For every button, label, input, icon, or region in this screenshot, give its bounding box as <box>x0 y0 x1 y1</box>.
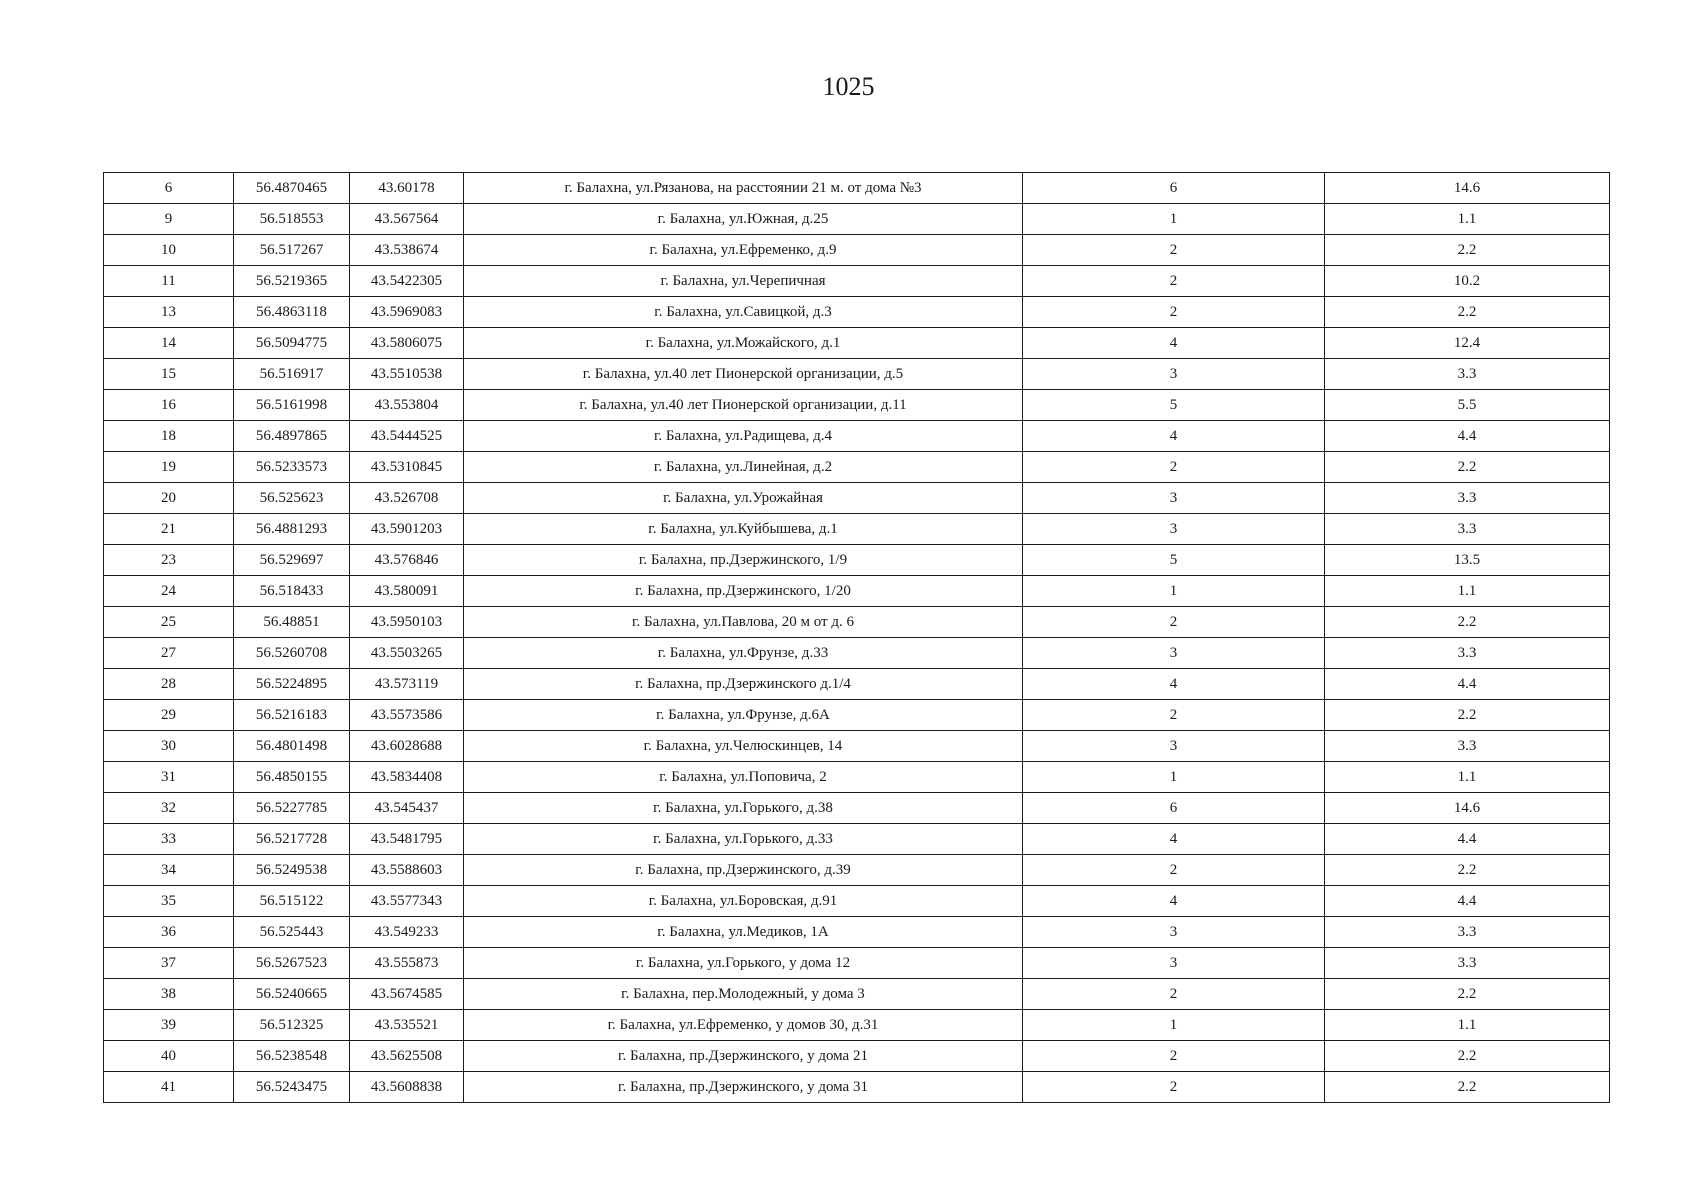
table-row <box>104 824 1610 855</box>
container-count-cell: 3 <box>1023 483 1325 514</box>
latitude-cell: 56.5260708 <box>234 638 350 669</box>
latitude-cell: 56.4801498 <box>234 731 350 762</box>
volume-cell: 2.2 <box>1325 607 1610 638</box>
address-cell: г. Балахна, пер.Молодежный, у дома 3 <box>464 979 1023 1010</box>
longitude-cell: 43.5481795 <box>350 824 464 855</box>
volume-cell: 3.3 <box>1325 514 1610 545</box>
table-row <box>104 948 1610 979</box>
table-row <box>104 762 1610 793</box>
table-row <box>104 855 1610 886</box>
table-row <box>104 979 1610 1010</box>
longitude-cell: 43.526708 <box>350 483 464 514</box>
longitude-cell: 43.535521 <box>350 1010 464 1041</box>
table-row <box>104 638 1610 669</box>
volume-cell: 1.1 <box>1325 576 1610 607</box>
table-row <box>104 297 1610 328</box>
longitude-cell: 43.5444525 <box>350 421 464 452</box>
row-number-cell: 31 <box>104 762 234 793</box>
longitude-cell: 43.549233 <box>350 917 464 948</box>
table-row <box>104 204 1610 235</box>
row-number-cell: 40 <box>104 1041 234 1072</box>
longitude-cell: 43.5503265 <box>350 638 464 669</box>
longitude-cell: 43.555873 <box>350 948 464 979</box>
container-count-cell: 2 <box>1023 855 1325 886</box>
address-cell: г. Балахна, ул.Челюскинцев, 14 <box>464 731 1023 762</box>
longitude-cell: 43.5806075 <box>350 328 464 359</box>
container-count-cell: 4 <box>1023 824 1325 855</box>
table-row <box>104 1041 1610 1072</box>
longitude-cell: 43.538674 <box>350 235 464 266</box>
longitude-cell: 43.5510538 <box>350 359 464 390</box>
longitude-cell: 43.576846 <box>350 545 464 576</box>
volume-cell: 3.3 <box>1325 731 1610 762</box>
address-cell: г. Балахна, пр.Дзержинского д.1/4 <box>464 669 1023 700</box>
latitude-cell: 56.5217728 <box>234 824 350 855</box>
longitude-cell: 43.5834408 <box>350 762 464 793</box>
latitude-cell: 56.5227785 <box>234 793 350 824</box>
volume-cell: 2.2 <box>1325 855 1610 886</box>
volume-cell: 4.4 <box>1325 421 1610 452</box>
row-number-cell: 36 <box>104 917 234 948</box>
row-number-cell: 39 <box>104 1010 234 1041</box>
latitude-cell: 56.529697 <box>234 545 350 576</box>
address-cell: г. Балахна, пр.Дзержинского, 1/9 <box>464 545 1023 576</box>
latitude-cell: 56.4897865 <box>234 421 350 452</box>
row-number-cell: 38 <box>104 979 234 1010</box>
address-cell: г. Балахна, ул.Фрунзе, д.6А <box>464 700 1023 731</box>
container-count-cell: 3 <box>1023 638 1325 669</box>
latitude-cell: 56.512325 <box>234 1010 350 1041</box>
volume-cell: 3.3 <box>1325 483 1610 514</box>
latitude-cell: 56.5240665 <box>234 979 350 1010</box>
latitude-cell: 56.5161998 <box>234 390 350 421</box>
longitude-cell: 43.5310845 <box>350 452 464 483</box>
table-row <box>104 700 1610 731</box>
latitude-cell: 56.518553 <box>234 204 350 235</box>
container-count-cell: 2 <box>1023 607 1325 638</box>
container-count-cell: 2 <box>1023 235 1325 266</box>
table-row <box>104 669 1610 700</box>
container-sites-table <box>103 172 1610 1103</box>
row-number-cell: 9 <box>104 204 234 235</box>
container-count-cell: 3 <box>1023 359 1325 390</box>
container-count-cell: 3 <box>1023 514 1325 545</box>
container-count-cell: 4 <box>1023 886 1325 917</box>
table-row <box>104 576 1610 607</box>
address-cell: г. Балахна, ул.Урожайная <box>464 483 1023 514</box>
container-count-cell: 5 <box>1023 545 1325 576</box>
latitude-cell: 56.4870465 <box>234 173 350 204</box>
volume-cell: 12.4 <box>1325 328 1610 359</box>
container-count-cell: 3 <box>1023 917 1325 948</box>
row-number-cell: 13 <box>104 297 234 328</box>
longitude-cell: 43.5573586 <box>350 700 464 731</box>
table-row <box>104 545 1610 576</box>
longitude-cell: 43.5950103 <box>350 607 464 638</box>
row-number-cell: 27 <box>104 638 234 669</box>
row-number-cell: 14 <box>104 328 234 359</box>
latitude-cell: 56.5267523 <box>234 948 350 979</box>
volume-cell: 4.4 <box>1325 886 1610 917</box>
volume-cell: 3.3 <box>1325 359 1610 390</box>
container-count-cell: 4 <box>1023 421 1325 452</box>
row-number-cell: 23 <box>104 545 234 576</box>
container-count-cell: 1 <box>1023 1010 1325 1041</box>
row-number-cell: 33 <box>104 824 234 855</box>
row-number-cell: 30 <box>104 731 234 762</box>
longitude-cell: 43.5674585 <box>350 979 464 1010</box>
address-cell: г. Балахна, ул.Поповича, 2 <box>464 762 1023 793</box>
address-cell: г. Балахна, ул.Савицкой, д.3 <box>464 297 1023 328</box>
table-row <box>104 886 1610 917</box>
table-row <box>104 328 1610 359</box>
row-number-cell: 34 <box>104 855 234 886</box>
address-cell: г. Балахна, ул.Линейная, д.2 <box>464 452 1023 483</box>
longitude-cell: 43.580091 <box>350 576 464 607</box>
latitude-cell: 56.525443 <box>234 917 350 948</box>
row-number-cell: 28 <box>104 669 234 700</box>
address-cell: г. Балахна, ул.Фрунзе, д.33 <box>464 638 1023 669</box>
address-cell: г. Балахна, пр.Дзержинского, 1/20 <box>464 576 1023 607</box>
volume-cell: 2.2 <box>1325 1041 1610 1072</box>
longitude-cell: 43.5422305 <box>350 266 464 297</box>
container-count-cell: 2 <box>1023 979 1325 1010</box>
longitude-cell: 43.567564 <box>350 204 464 235</box>
container-count-cell: 3 <box>1023 948 1325 979</box>
latitude-cell: 56.517267 <box>234 235 350 266</box>
address-cell: г. Балахна, ул.Горького, у дома 12 <box>464 948 1023 979</box>
volume-cell: 1.1 <box>1325 762 1610 793</box>
container-count-cell: 2 <box>1023 700 1325 731</box>
address-cell: г. Балахна, ул.Горького, д.38 <box>464 793 1023 824</box>
latitude-cell: 56.4850155 <box>234 762 350 793</box>
table-row <box>104 173 1610 204</box>
volume-cell: 3.3 <box>1325 948 1610 979</box>
latitude-cell: 56.5238548 <box>234 1041 350 1072</box>
table-row <box>104 266 1610 297</box>
table-row <box>104 483 1610 514</box>
table-row <box>104 421 1610 452</box>
container-count-cell: 3 <box>1023 731 1325 762</box>
longitude-cell: 43.5577343 <box>350 886 464 917</box>
longitude-cell: 43.545437 <box>350 793 464 824</box>
table-row <box>104 514 1610 545</box>
row-number-cell: 18 <box>104 421 234 452</box>
table-row <box>104 917 1610 948</box>
volume-cell: 10.2 <box>1325 266 1610 297</box>
table-row <box>104 452 1610 483</box>
container-count-cell: 4 <box>1023 669 1325 700</box>
address-cell: г. Балахна, пр.Дзержинского, д.39 <box>464 855 1023 886</box>
address-cell: г. Балахна, ул.Медиков, 1А <box>464 917 1023 948</box>
row-number-cell: 10 <box>104 235 234 266</box>
volume-cell: 5.5 <box>1325 390 1610 421</box>
table-row <box>104 731 1610 762</box>
longitude-cell: 43.5625508 <box>350 1041 464 1072</box>
volume-cell: 2.2 <box>1325 700 1610 731</box>
address-cell: г. Балахна, ул.40 лет Пионерской организации, д.11 <box>464 390 1023 421</box>
row-number-cell: 19 <box>104 452 234 483</box>
longitude-cell: 43.5608838 <box>350 1072 464 1103</box>
longitude-cell: 43.5588603 <box>350 855 464 886</box>
row-number-cell: 41 <box>104 1072 234 1103</box>
longitude-cell: 43.5969083 <box>350 297 464 328</box>
table-row <box>104 1010 1610 1041</box>
container-count-cell: 2 <box>1023 297 1325 328</box>
address-cell: г. Балахна, ул.Радищева, д.4 <box>464 421 1023 452</box>
latitude-cell: 56.518433 <box>234 576 350 607</box>
table-row <box>104 1072 1610 1103</box>
latitude-cell: 56.48851 <box>234 607 350 638</box>
volume-cell: 2.2 <box>1325 452 1610 483</box>
latitude-cell: 56.5243475 <box>234 1072 350 1103</box>
row-number-cell: 29 <box>104 700 234 731</box>
volume-cell: 14.6 <box>1325 793 1610 824</box>
container-count-cell: 1 <box>1023 762 1325 793</box>
latitude-cell: 56.516917 <box>234 359 350 390</box>
latitude-cell: 56.5219365 <box>234 266 350 297</box>
longitude-cell: 43.573119 <box>350 669 464 700</box>
address-cell: г. Балахна, ул.Павлова, 20 м от д. 6 <box>464 607 1023 638</box>
row-number-cell: 35 <box>104 886 234 917</box>
volume-cell: 13.5 <box>1325 545 1610 576</box>
latitude-cell: 56.5249538 <box>234 855 350 886</box>
address-cell: г. Балахна, ул.Южная, д.25 <box>464 204 1023 235</box>
address-cell: г. Балахна, ул.Можайского, д.1 <box>464 328 1023 359</box>
row-number-cell: 21 <box>104 514 234 545</box>
latitude-cell: 56.4863118 <box>234 297 350 328</box>
volume-cell: 3.3 <box>1325 638 1610 669</box>
address-cell: г. Балахна, ул.Боровская, д.91 <box>464 886 1023 917</box>
address-cell: г. Балахна, ул.Горького, д.33 <box>464 824 1023 855</box>
latitude-cell: 56.5094775 <box>234 328 350 359</box>
volume-cell: 2.2 <box>1325 297 1610 328</box>
container-count-cell: 4 <box>1023 328 1325 359</box>
container-count-cell: 6 <box>1023 173 1325 204</box>
latitude-cell: 56.5216183 <box>234 700 350 731</box>
volume-cell: 2.2 <box>1325 1072 1610 1103</box>
row-number-cell: 15 <box>104 359 234 390</box>
container-count-cell: 2 <box>1023 266 1325 297</box>
container-count-cell: 2 <box>1023 1072 1325 1103</box>
table-row <box>104 235 1610 266</box>
latitude-cell: 56.4881293 <box>234 514 350 545</box>
container-count-cell: 6 <box>1023 793 1325 824</box>
table-row <box>104 607 1610 638</box>
row-number-cell: 20 <box>104 483 234 514</box>
longitude-cell: 43.6028688 <box>350 731 464 762</box>
longitude-cell: 43.60178 <box>350 173 464 204</box>
volume-cell: 2.2 <box>1325 979 1610 1010</box>
volume-cell: 4.4 <box>1325 669 1610 700</box>
table-row <box>104 793 1610 824</box>
container-count-cell: 2 <box>1023 1041 1325 1072</box>
address-cell: г. Балахна, ул.Куйбышева, д.1 <box>464 514 1023 545</box>
address-cell: г. Балахна, ул.Ефременко, у домов 30, д.31 <box>464 1010 1023 1041</box>
latitude-cell: 56.515122 <box>234 886 350 917</box>
table-row <box>104 359 1610 390</box>
longitude-cell: 43.5901203 <box>350 514 464 545</box>
row-number-cell: 6 <box>104 173 234 204</box>
latitude-cell: 56.5233573 <box>234 452 350 483</box>
volume-cell: 1.1 <box>1325 1010 1610 1041</box>
address-cell: г. Балахна, ул.Черепичная <box>464 266 1023 297</box>
longitude-cell: 43.553804 <box>350 390 464 421</box>
page-number: 1025 <box>822 72 875 101</box>
row-number-cell: 16 <box>104 390 234 421</box>
address-cell: г. Балахна, пр.Дзержинского, у дома 21 <box>464 1041 1023 1072</box>
container-count-cell: 1 <box>1023 204 1325 235</box>
address-cell: г. Балахна, ул.40 лет Пионерской организации, д.5 <box>464 359 1023 390</box>
address-cell: г. Балахна, пр.Дзержинского, у дома 31 <box>464 1072 1023 1103</box>
volume-cell: 2.2 <box>1325 235 1610 266</box>
table-row <box>104 390 1610 421</box>
table-body <box>104 173 1610 1103</box>
volume-cell: 14.6 <box>1325 173 1610 204</box>
row-number-cell: 11 <box>104 266 234 297</box>
volume-cell: 3.3 <box>1325 917 1610 948</box>
container-count-cell: 5 <box>1023 390 1325 421</box>
volume-cell: 4.4 <box>1325 824 1610 855</box>
row-number-cell: 25 <box>104 607 234 638</box>
latitude-cell: 56.525623 <box>234 483 350 514</box>
container-count-cell: 2 <box>1023 452 1325 483</box>
address-cell: г. Балахна, ул.Ефременко, д.9 <box>464 235 1023 266</box>
latitude-cell: 56.5224895 <box>234 669 350 700</box>
volume-cell: 1.1 <box>1325 204 1610 235</box>
row-number-cell: 32 <box>104 793 234 824</box>
container-count-cell: 1 <box>1023 576 1325 607</box>
address-cell: г. Балахна, ул.Рязанова, на расстоянии 21 м. от дома №3 <box>464 173 1023 204</box>
row-number-cell: 37 <box>104 948 234 979</box>
row-number-cell: 24 <box>104 576 234 607</box>
